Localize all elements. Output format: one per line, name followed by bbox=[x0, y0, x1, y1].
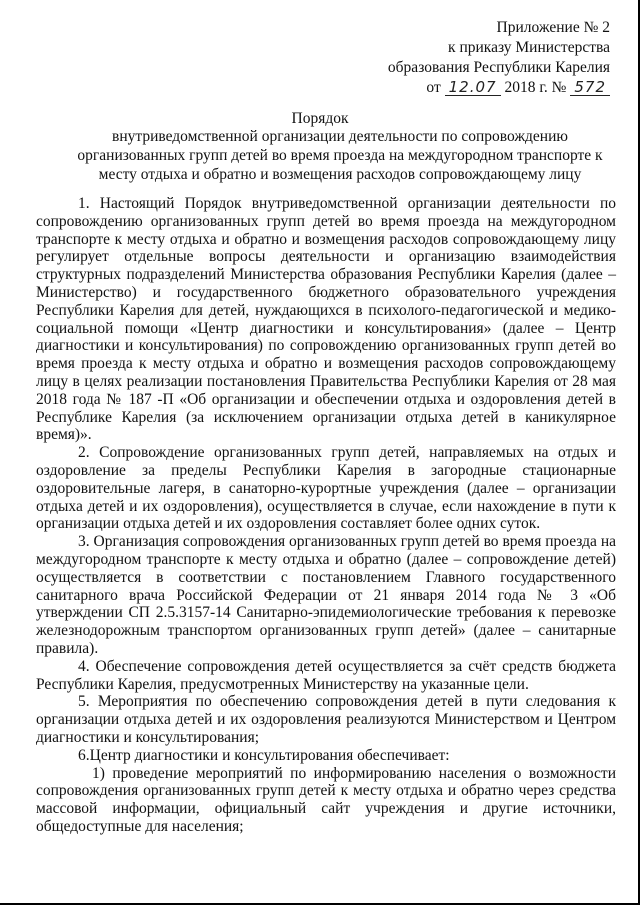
ministry-name: образования Республики Карелия bbox=[387, 59, 610, 76]
paragraph-2: 2. Сопровождение организованных групп детей, направляемых на отдых и оздоровление за пределы Республики Карелия в загородные стационарные оздоровительные лагеря, в санаторно-курортные учреждения (далее – организации отдыха детей и их оздоровления), осуществляется в случае, если нахождение в пути к организации отдыха детей и их оздоровления составляет более одних суток. bbox=[36, 444, 616, 533]
document-subtitle: внутриведомственной организации деятельности по сопровождению организованных групп детей во время проезда на междугородном транспорте к месту отдыха и обратно и возмещения расходов сопровождающему лицу bbox=[77, 128, 603, 183]
appendix-number: Приложение № 2 bbox=[496, 19, 610, 36]
paragraph-5: 5. Мероприятия по обеспечению сопровождения детей в пути следования к организации отдыха детей и их оздоровления реализуются Министерством и Центром диагностики и консультирования; bbox=[36, 693, 616, 746]
appendix-header bbox=[388, 18, 610, 98]
paragraph-1: 1. Настоящий Порядок внутриведомственной организации деятельности по сопровождению организованных групп детей во время проезда на междугородном транспорте к месту отдыха и обратно и возмещения расходов сопровождающему лицу регулирует отдельные вопросы деятельности и организацию взаимодействия структурных подразделений Министерства образования Республики Карелия (далее – Министерство) и государственного бюджетного образовательного учреждения Республики Карелия для детей, нуждающихся в психолого-педагогической и медико-социальной помощи «Центр диагностики и консультирования» (далее – Центр диагностики и консультирования) по сопровождению организованных групп детей во время проезда к месту отдыха и обратно и возмещения расходов сопровождающему лицу в целях реализации постановления Правительства Республики Карелия от 28 мая 2018 года № 187 -П «Об организации и обеспечении отдыха и оздоровления детей в Республике Карелия (за исключением организации отдыха детей в каникулярное время)». bbox=[36, 195, 616, 444]
paragraph-6-item-1: 1) проведение мероприятий по информированию населения о возможности сопровождения организованных групп детей к месту отдыха и обратно через средства массовой информации, официальный сайт учреждения и другие источники, общедоступные для населения; bbox=[36, 764, 616, 835]
handwritten-date: 12.07 bbox=[445, 79, 501, 96]
handwritten-order-number: 572 bbox=[570, 79, 610, 96]
document-title: Порядок bbox=[291, 110, 349, 127]
order-year: 2018 г. № bbox=[504, 79, 567, 96]
paragraph-3: 3. Организация сопровождения организованных групп детей во время проезда на междугородном транспорте к месту отдыха и обратно (далее – сопровождение детей) осуществляется в соответствии с постановлением Главного государственного санитарного врача Российской Федерации от 21 января 2014 года № 3 «Об утверждении СП 2.5.3157-14 Санитарно-эпидемиологические требования к перевозке железнодорожным транспортом организованных групп детей» (далее – санитарные правила). bbox=[36, 533, 616, 657]
paragraph-4: 4. Обеспечение сопровождения детей осуществляется за счёт средств бюджета Республики Карелия, предусмотренных Министерству на указанные цели. bbox=[36, 657, 616, 693]
paragraph-6: 6.Центр диагностики и консультирования обеспечивает: bbox=[78, 746, 450, 764]
document-body bbox=[36, 195, 616, 836]
order-reference: к приказу Министерства bbox=[448, 39, 610, 56]
order-date-line bbox=[388, 78, 610, 98]
date-prefix: от bbox=[426, 79, 441, 96]
